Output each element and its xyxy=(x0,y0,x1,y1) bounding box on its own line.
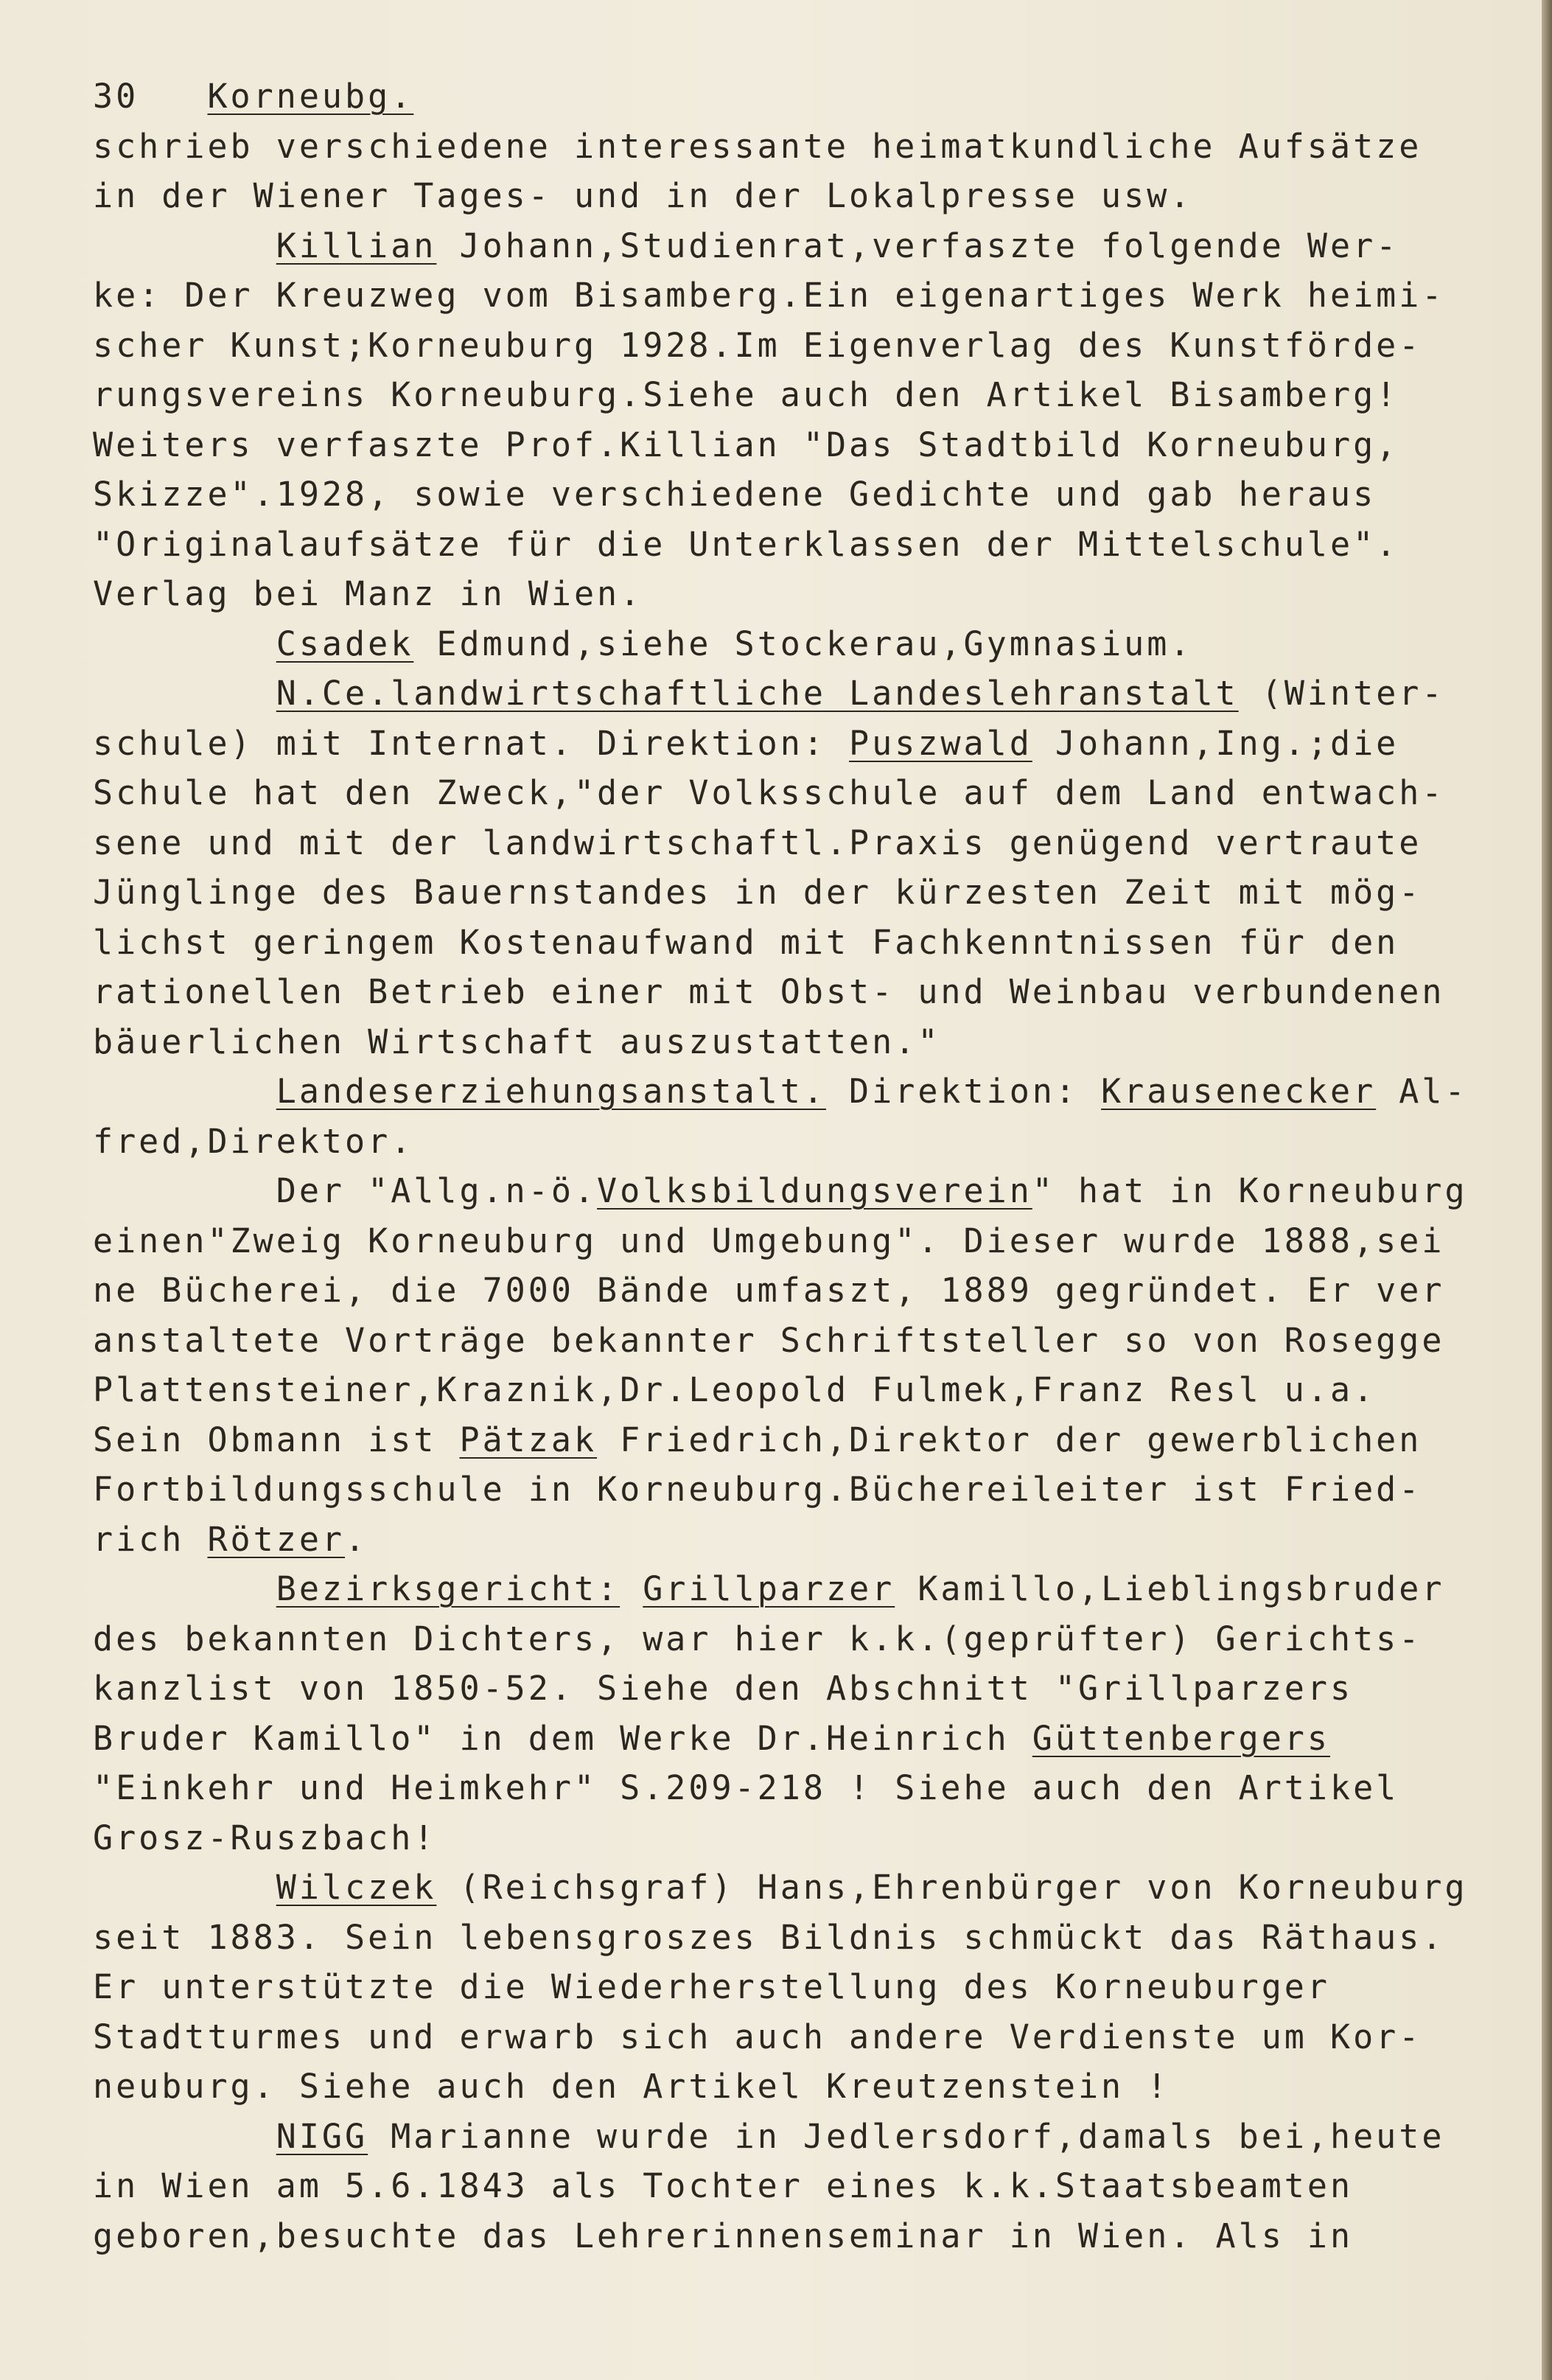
text-line: Verlag bei Manz in Wien. xyxy=(93,574,643,613)
header-place: Korneubg. xyxy=(207,77,414,116)
text-line xyxy=(93,1515,1530,1565)
text-segment xyxy=(93,1868,276,1907)
text-line: bäuerlichen Wirtschaft auszustatten." xyxy=(93,1022,941,1061)
text-line: lichst geringem Kostenaufwand mit Fachkenntnissen für den xyxy=(93,922,1399,962)
text-line xyxy=(93,1564,1530,1614)
text-line: Weiters verfaszte Prof.Killian "Das Stadtbild Korneuburg, xyxy=(93,425,1399,464)
text-segment: Bruder Kamillo" in dem Werke Dr.Heinrich xyxy=(93,1718,1032,1758)
text-line: schrieb verschiedene interessante heimatkundliche Aufsätze xyxy=(93,126,1422,166)
underlined-name: Bezirksgericht: xyxy=(276,1569,621,1608)
underlined-name: Rötzer xyxy=(207,1519,346,1559)
text-line: ke: Der Kreuzweg vom Bisamberg.Ein eigenartiges Werk heimi- xyxy=(93,276,1445,315)
underlined-name: Landeserziehungsanstalt. xyxy=(276,1072,826,1111)
text-line: "Einkehr und Heimkehr" S.209-218 ! Siehe auch den Artikel xyxy=(93,1768,1399,1807)
text-line xyxy=(93,1166,1530,1216)
text-segment: Der "Allg.n-ö. xyxy=(93,1171,598,1210)
text-line: Schule hat den Zweck,"der Volksschule auf dem Land entwach- xyxy=(93,773,1445,812)
text-segment: (Winter- xyxy=(1238,674,1445,713)
text-line: ne Bücherei, die 7000 Bände umfaszt, 1889 gegründet. Er ver xyxy=(93,1271,1445,1310)
text-line: einen"Zweig Korneuburg und Umgebung". Dieser wurde 1888,sei xyxy=(93,1221,1445,1260)
page-edge-shadow xyxy=(1542,0,1552,2380)
text-line xyxy=(93,719,1530,769)
text-line xyxy=(93,1415,1530,1465)
text-line: neuburg. Siehe auch den Artikel Kreutzenstein ! xyxy=(93,2067,1170,2106)
underlined-name: NIGG xyxy=(276,2116,368,2156)
text-line: "Originalaufsätze für die Unterklassen der Mittelschule". xyxy=(93,524,1399,564)
underlined-name: Killian xyxy=(276,226,437,265)
text-line xyxy=(93,1863,1530,1913)
text-line: Er unterstützte die Wiederherstellung des Korneuburger xyxy=(93,1967,1330,2006)
underlined-name: N.Ce.landwirtschaftliche Landeslehranstalt xyxy=(276,674,1239,713)
text-segment xyxy=(93,1569,276,1608)
text-segment xyxy=(93,1072,276,1111)
text-line: Stadtturmes und erwarb sich auch andere Verdienste um Kor- xyxy=(93,2017,1422,2056)
underlined-name: Güttenbergers xyxy=(1032,1718,1330,1758)
text-segment: Johann,Ing.;die xyxy=(1032,723,1399,763)
page-text xyxy=(93,71,1530,2261)
text-line: geboren,besuchte das Lehrerinnenseminar in Wien. Als in xyxy=(93,2216,1354,2255)
text-segment: rich xyxy=(93,1519,208,1559)
text-segment: Friedrich,Direktor der gewerblichen xyxy=(597,1420,1422,1459)
text-line xyxy=(93,1067,1530,1117)
text-line: rungsvereins Korneuburg.Siehe auch den Artikel Bisamberg! xyxy=(93,375,1399,414)
underlined-name: Wilczek xyxy=(276,1868,437,1907)
text-segment: Marianne wurde in Jedlersdorf,damals bei,heute xyxy=(368,2116,1445,2156)
text-line xyxy=(93,669,1530,719)
underlined-name: Pätzak xyxy=(459,1420,598,1459)
text-line: sene und mit der landwirtschaftl.Praxis genügend vertraute xyxy=(93,823,1422,862)
text-segment: (Reichsgraf) Hans,Ehrenbürger von Korneuburg xyxy=(436,1868,1468,1907)
text-line xyxy=(93,221,1530,271)
text-line: in der Wiener Tages- und in der Lokalpresse usw. xyxy=(93,176,1193,215)
text-segment: Kamillo,Lieblingsbruder xyxy=(895,1569,1445,1608)
text-segment: Johann,Studienrat,verfaszte folgende Wer- xyxy=(436,226,1399,265)
underlined-name: Csadek xyxy=(276,624,414,663)
text-line: Skizze".1928, sowie verschiedene Gedichte und gab heraus xyxy=(93,475,1377,514)
text-segment: schule) mit Internat. Direktion: xyxy=(93,723,850,763)
text-line: Jünglinge des Bauernstandes in der kürzesten Zeit mit mög- xyxy=(93,873,1422,912)
text-line: Plattensteiner,Kraznik,Dr.Leopold Fulmek,Franz Resl u.a. xyxy=(93,1370,1377,1409)
text-segment xyxy=(93,624,276,663)
text-line: des bekannten Dichters, war hier k.k.(geprüfter) Gerichts- xyxy=(93,1619,1422,1658)
text-segment xyxy=(93,2117,276,2156)
text-line: scher Kunst;Korneuburg 1928.Im Eigenverlag des Kunstförde- xyxy=(93,325,1422,365)
text-line xyxy=(93,619,1530,669)
text-segment: Al- xyxy=(1376,1072,1468,1111)
text-segment xyxy=(93,674,276,713)
underlined-name: Volksbildungsverein xyxy=(597,1171,1032,1210)
text-line: fred,Direktor. xyxy=(93,1121,414,1161)
text-segment: Edmund,siehe Stockerau,Gymnasium. xyxy=(413,624,1193,663)
text-line xyxy=(93,2112,1530,2162)
page-number: 30 xyxy=(93,77,139,116)
text-line: seit 1883. Sein lebensgroszes Bildnis schmückt das Räthaus. xyxy=(93,1917,1445,1957)
text-segment xyxy=(93,226,276,265)
text-line: rationellen Betrieb einer mit Obst- und Weinbau verbundenen xyxy=(93,972,1445,1011)
text-segment: Sein Obmann ist xyxy=(93,1420,460,1459)
text-line: kanzlist von 1850-52. Siehe den Abschnitt "Grillparzers xyxy=(93,1669,1354,1708)
underlined-name: Krausenecker xyxy=(1101,1072,1377,1111)
text-segment: . xyxy=(345,1519,368,1559)
text-line: Grosz-Ruszbach! xyxy=(93,1818,437,1857)
text-segment: Direktion: xyxy=(825,1072,1102,1111)
text-line: anstaltete Vorträge bekannter Schriftsteller so von Rosegge xyxy=(93,1320,1445,1360)
page-header xyxy=(93,71,1530,122)
text-segment: " hat in Korneuburg xyxy=(1032,1171,1468,1210)
text-segment xyxy=(620,1569,643,1608)
underlined-name: Grillparzer xyxy=(643,1569,895,1608)
underlined-name: Puszwald xyxy=(849,723,1032,763)
text-line xyxy=(93,1714,1530,1764)
text-line: Fortbildungsschule in Korneuburg.Büchereileiter ist Fried- xyxy=(93,1470,1422,1509)
text-line: in Wien am 5.6.1843 als Tochter eines k.k.Staatsbeamten xyxy=(93,2166,1354,2205)
